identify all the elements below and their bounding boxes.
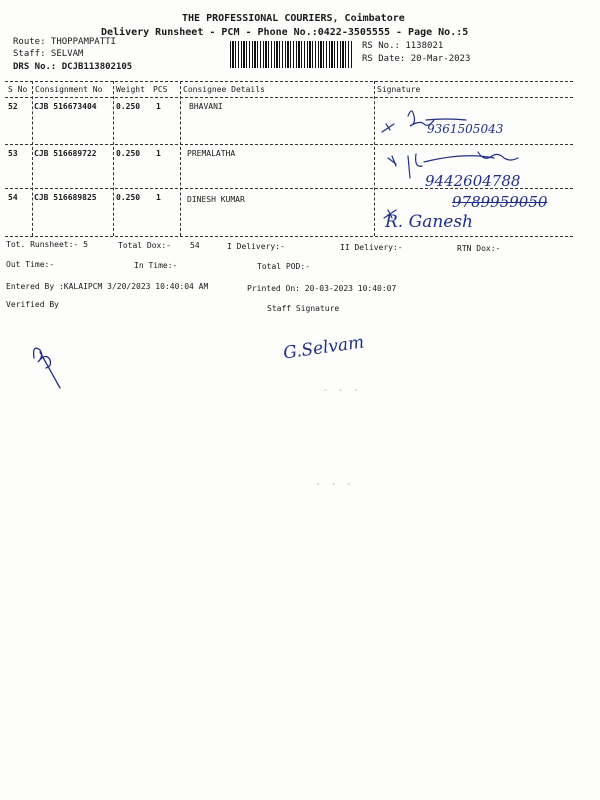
staff-label: Staff: SELVAM xyxy=(13,49,84,59)
handwritten-phone: 9442604788 xyxy=(425,172,521,190)
column-divider xyxy=(113,81,114,236)
total-dox-label: Total Dox:- xyxy=(118,241,171,250)
handwritten-phone: 9789959050 xyxy=(452,193,548,211)
drs-number: DRS No.: DCJB113802105 xyxy=(13,62,133,72)
row-consignment: CJB 516689825 xyxy=(34,193,97,202)
row-weight: 0.250 xyxy=(116,193,141,202)
out-time: Out Time:- xyxy=(6,260,55,269)
row-weight: 0.250 xyxy=(116,149,141,158)
column-divider xyxy=(180,81,181,236)
ii-delivery: II Delivery:- xyxy=(340,243,403,252)
signature-strokes xyxy=(374,98,574,238)
total-runsheet: Tot. Runsheet:- 5 xyxy=(6,240,88,249)
row-consignee: DINESH KUMAR xyxy=(187,195,245,204)
staff-signature-hand: G.Selvam xyxy=(282,332,366,364)
total-dox-value: 54 xyxy=(190,241,200,250)
col-header-weight: Weight xyxy=(116,85,145,94)
row-sno: 54 xyxy=(8,193,18,202)
i-delivery: I Delivery:- xyxy=(227,242,285,251)
entered-by: Entered By :KALAIPCM 3/20/2023 10:40:04 AM xyxy=(6,282,209,291)
faint-bleed-text: · · · xyxy=(315,478,354,491)
route-label: Route: THOPPAMPATTI xyxy=(13,37,116,47)
rs-number: RS No.: 1138021 xyxy=(362,41,444,51)
row-consignment: CJB 516673404 xyxy=(34,102,97,111)
col-header-signature: Signature xyxy=(377,85,421,94)
row-consignment: CJB 516689722 xyxy=(34,149,97,158)
rtn-dox: RTN Dox:- xyxy=(457,244,501,253)
row-pcs: 1 xyxy=(156,149,161,158)
in-time: In Time:- xyxy=(134,261,178,270)
row-sno: 53 xyxy=(8,149,18,158)
row-pcs: 1 xyxy=(156,193,161,202)
row-weight: 0.250 xyxy=(116,102,141,111)
verified-by: Verified By xyxy=(6,300,59,309)
printed-on: Printed On: 20-03-2023 10:40:07 xyxy=(247,284,397,293)
col-header-sno: S No xyxy=(8,85,28,94)
verifier-signature xyxy=(26,332,66,392)
total-pod: Total POD:- xyxy=(257,262,310,271)
table-top-rule xyxy=(5,81,573,82)
col-header-consignment: Consignment No xyxy=(35,85,103,94)
rs-date: RS Date: 20-Mar-2023 xyxy=(362,54,471,64)
row-pcs: 1 xyxy=(156,102,161,111)
row-consignee: PREMALATHA xyxy=(187,149,236,158)
staff-signature-label: Staff Signature xyxy=(267,304,340,313)
row-consignee: BHAVANI xyxy=(189,102,223,111)
col-header-pcs: PCS xyxy=(153,85,168,94)
faint-bleed-text: · · · xyxy=(322,384,361,397)
handwritten-name: R. Ganesh xyxy=(385,212,474,232)
barcode xyxy=(230,41,353,68)
handwritten-phone: 9361505043 xyxy=(427,122,504,136)
column-divider xyxy=(32,81,33,236)
company-title: THE PROFESSIONAL COURIERS, Coimbatore xyxy=(182,13,405,24)
row-sno: 52 xyxy=(8,102,18,111)
col-header-consignee: Consignee Details xyxy=(183,85,265,94)
runsheet-heading: Delivery Runsheet - PCM - Phone No.:0422-3505555 - Page No.:5 xyxy=(101,27,469,38)
